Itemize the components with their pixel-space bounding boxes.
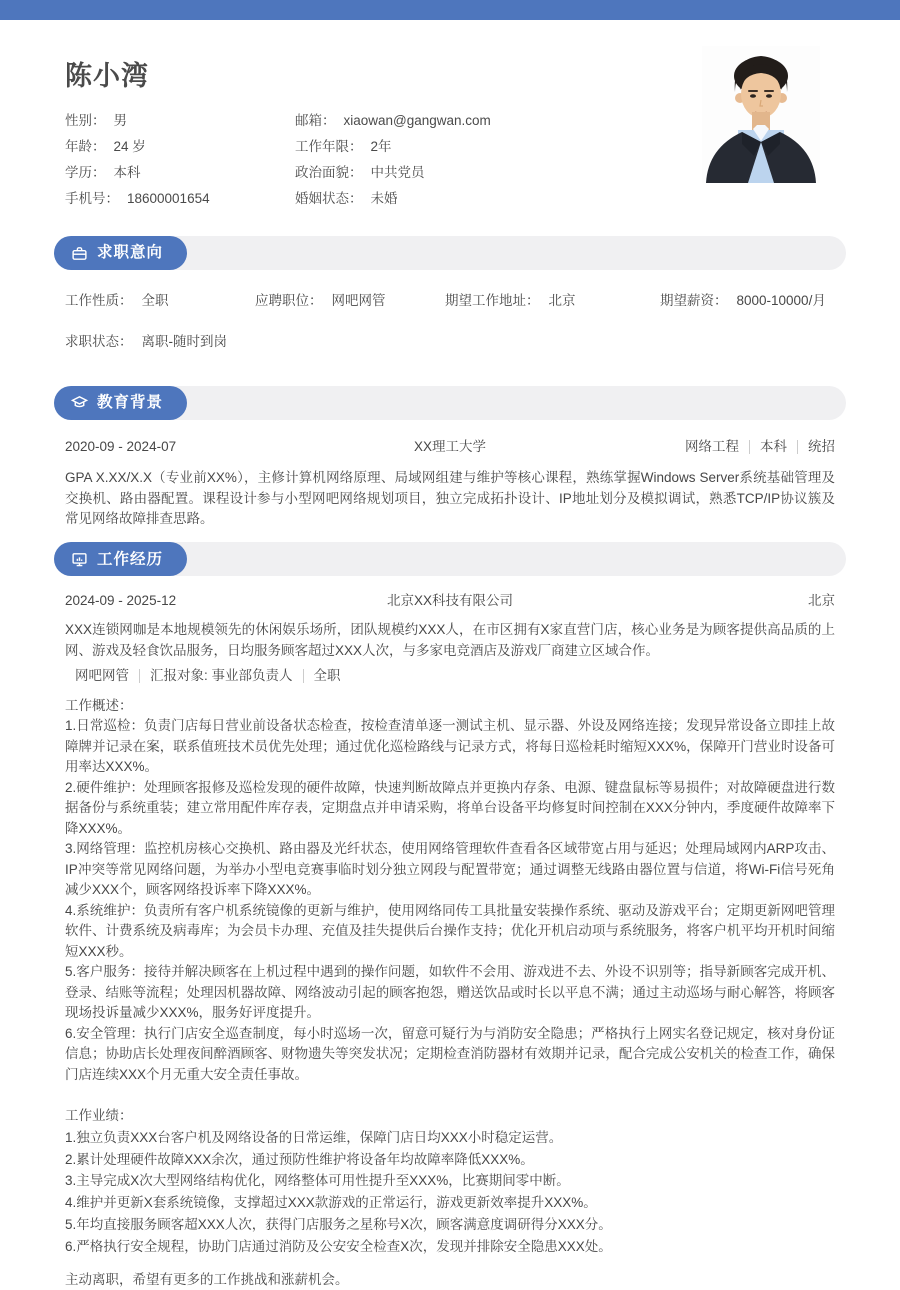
field-label: 工作年限： — [295, 138, 363, 154]
field-label: 应聘职位： — [255, 293, 323, 308]
section-title-education — [54, 386, 187, 420]
education-period: 2020-09 - 2024-07 — [65, 438, 177, 454]
education-description: GPA X.XX/X.X（专业前XX%），主修计算机网络原理、局域网组建与维护等核心课程，熟练掌握Windows Server系统基础管理及交换机、路由器配置。课程设计参与小型网吧网络规划项目，独立完成拓扑设计、IP地址划分及模拟调试，熟悉TCP/IP协议簇及常见网络故障排查思路。 — [65, 469, 835, 527]
profile-field — [65, 108, 295, 134]
field-label: 政治面貌： — [295, 164, 363, 180]
overview-item: 2.硬件维护：处理顾客报修及巡检发现的硬件故障，快速判断故障点并更换内存条、电源、键盘鼠标等易损件；对故障硬盘进行数据备份与系统重装；建立常用配件库存表，定期盘点并申请采购，将单台设备平均修复时间控制在XXX分钟内，季度硬件故障率下降XXX%。 — [65, 779, 835, 836]
achievement-item: 2.累计处理硬件故障XXX余次，通过预防性维护将设备年均故障率降低XXX%。 — [65, 1151, 534, 1167]
position-row — [65, 669, 835, 683]
achievement-item: 4.维护并更新X套系统镜像，支撑超过XXX款游戏的正常运行，游戏更新效率提升XXX%。 — [65, 1195, 597, 1211]
field-label: 手机号： — [65, 190, 119, 206]
overview-item: 4.系统维护：负责所有客户机系统镜像的更新与维护，使用网络同传工具批量安装操作系统、驱动及游戏平台；定期更新网吧管理软件、计费系统及病毒库；为会员卡办理、充值及挂失提供后台操作支持；优化开机启动项与系统服务，将客户机平均开机时间缩短XXX秒。 — [65, 902, 835, 959]
intention-field — [660, 291, 835, 311]
field-value: 全职 — [141, 293, 169, 308]
work-overview-block — [65, 696, 835, 1086]
monitor-icon — [71, 551, 88, 568]
overview-item: 1.日常巡检：负责门店每日营业前设备状态检查，按检查清单逐一测试主机、显示器、外设及网络连接；发现异常设备立即挂上故障牌并记录在案，联系值班技术员优先处理；通过优化巡检路线与记录方式，将每日巡检耗时缩短XXX%，保障开门营业时设备可用率达XXX%。 — [65, 718, 835, 775]
section-title-text: 求职意向 — [97, 244, 164, 262]
section-bar-education — [54, 386, 846, 420]
work-location: 北京 — [808, 593, 835, 609]
profile-info-column-left — [65, 108, 295, 212]
position-meta — [65, 669, 341, 683]
achievement-item: 1.独立负责XXX台客户机及网络设备的日常运维，保障门店日均XXX小时稳定运营。 — [65, 1129, 563, 1145]
section-bar-work — [54, 542, 846, 576]
position-meta-item: 汇报对象: 事业部负责人 — [139, 669, 303, 683]
field-value: 北京 — [548, 293, 576, 308]
field-label: 求职状态： — [65, 334, 133, 350]
intention-field — [65, 291, 255, 311]
work-achievement-block — [65, 1105, 835, 1258]
position-meta-item: 全职 — [303, 669, 341, 683]
field-value: 2年 — [370, 138, 392, 154]
section-title-work — [54, 542, 187, 576]
candidate-name: 陈小湾 — [65, 61, 149, 91]
overview-item: 5.客户服务：接待并解决顾客在上机过程中遇到的操作问题，如软件不会用、游戏进不去、外设不识别等；指导新顾客完成开机、登录、结账等流程；处理因机器故障、网络波动引起的顾客抱怨，赠送饮品或时长以平息不满；通过主动巡场与耐心解答，将顾客现场投诉量减少XXX%，服务好评度提升。 — [65, 964, 835, 1021]
achievement-item: 3.主导完成X次大型网络结构优化，网络整体可用性提升至XXX%，比赛期间零中断。 — [65, 1173, 570, 1189]
candidate-photo — [702, 46, 820, 183]
work-header-row — [65, 591, 835, 611]
overview-title: 工作概述： — [65, 697, 133, 713]
education-school: XX理工大学 — [413, 438, 486, 454]
intention-field — [445, 291, 660, 311]
portrait-illustration — [702, 46, 820, 183]
field-label: 年龄： — [65, 138, 106, 154]
job-status-row — [65, 332, 835, 352]
field-value: 男 — [113, 112, 127, 128]
field-value: 18600001654 — [127, 190, 210, 206]
work-period: 2024-09 - 2025-12 — [65, 593, 177, 609]
field-value: xiaowan@gangwan.com — [343, 112, 491, 128]
education-meta-item: 统招 — [797, 440, 835, 454]
work-company: 北京XX科技有限公司 — [386, 593, 513, 609]
field-value: 网吧网管 — [331, 293, 386, 308]
profile-field — [65, 186, 295, 212]
field-value: 本科 — [113, 164, 141, 180]
top-accent-bar — [0, 0, 900, 20]
field-value: 未婚 — [370, 190, 398, 206]
education-meta — [675, 440, 835, 454]
field-value: 8000-10000/月 — [736, 293, 826, 308]
overview-item: 3.网络管理：监控机房核心交换机、路由器及光纤状态，使用网络管理软件查看各区域带宽占用与延迟；处理局域网内ARP攻击、IP冲突等常见网络问题，为举办小型电竞赛事临时划分独立网段与配置带宽；通过调整无线路由器位置与信道，将Wi-Fi信号死角减少XXX个，顾客网络投诉率下降XXX%。 — [65, 841, 835, 898]
work-content — [0, 591, 900, 1290]
field-label: 学历： — [65, 164, 106, 180]
overview-list — [65, 716, 835, 1085]
profile-field — [65, 134, 295, 160]
section-title-text: 教育背景 — [97, 393, 164, 411]
field-label: 性别： — [65, 112, 106, 128]
education-header-row — [65, 437, 835, 457]
overview-item: 6.安全管理：执行门店安全巡查制度，每小时巡场一次，留意可疑行为与消防安全隐患；严格执行上网实名登记规定，核对身份证信息；协助店长处理夜间醉酒顾客、财物遗失等突发状况；定期检查消防器材有效期并记录，配合完成公安机关的检查工作，确保门店连续XXX个月无重大安全责任事故。 — [65, 1025, 835, 1082]
position-meta-item: 网吧网管 — [75, 667, 129, 683]
field-label: 工作性质： — [65, 293, 133, 308]
achievement-item: 5.年均直接服务顾客超XXX人次，获得门店服务之星称号X次，顾客满意度调研得分XXX分。 — [65, 1217, 612, 1233]
section-title-text: 工作经历 — [97, 550, 164, 568]
briefcase-icon — [71, 245, 88, 262]
profile-field — [295, 186, 835, 212]
achievement-list — [65, 1127, 835, 1258]
achievement-title: 工作业绩： — [65, 1108, 133, 1124]
field-label: 期望薪资： — [660, 293, 728, 308]
field-label: 邮箱： — [295, 112, 336, 128]
leaving-reason: 主动离职，希望有更多的工作挑战和涨薪机会。 — [65, 1271, 349, 1287]
job-intention-row — [65, 291, 835, 311]
field-value: 中共党员 — [370, 164, 425, 180]
profile-field — [65, 160, 295, 186]
education-content — [0, 437, 900, 531]
achievement-item: 6.严格执行安全规程，协助门店通过消防及公安安全检查X次，发现并排除安全隐患XXX处。 — [65, 1238, 612, 1254]
job-intention-content — [0, 291, 900, 353]
company-intro: XXX连锁网咖是本地规模领先的休闲娱乐场所，团队规模约XXX人，在市区拥有X家直营门店，核心业务是为顾客提供高品质的上网、游戏及轻食饮品服务，日均服务顾客超过XXX人次，与多家电竞酒店及游戏厂商建立区域合作。 — [65, 622, 835, 658]
education-meta-item: 本科 — [749, 440, 797, 454]
profile-header — [0, 20, 900, 212]
section-bar-job-intention — [54, 236, 846, 270]
section-title-job-intention — [54, 236, 187, 270]
education-meta-item: 网络工程 — [685, 438, 739, 454]
field-value: 24 岁 — [113, 138, 146, 154]
field-label: 婚姻状态： — [295, 190, 363, 206]
graduation-cap-icon — [71, 394, 88, 411]
field-value: 离职-随时到岗 — [141, 334, 227, 350]
intention-field — [255, 291, 445, 311]
field-label: 期望工作地址： — [445, 293, 540, 308]
